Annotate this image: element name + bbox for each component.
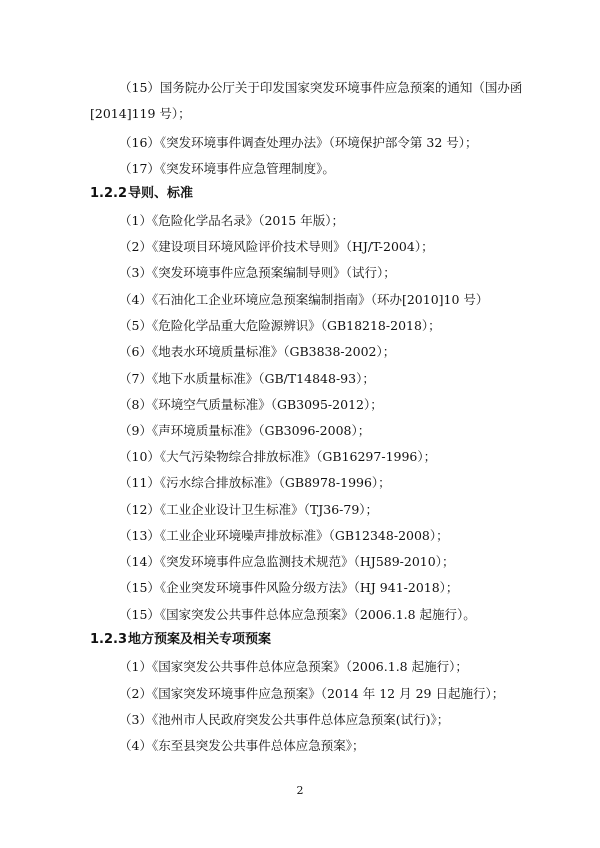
section-number: 1.2.3 [90,632,128,647]
text-line: [2014]119 号）； [90,106,191,121]
section-heading-1-2-2 [90,186,193,202]
text-line: （17）《突发环境事件应急管理制度》。 [119,161,335,176]
list-item: （11）《污水综合排放标准》（GB8978-1996）； [119,475,391,490]
list-item: （2）《国家突发环境事件应急预案》（2014 年 12 月 29 日起施行）； [119,686,505,701]
list-item: （6）《地表水环境质量标准》（GB3838-2002）； [119,344,396,359]
list-item: （15）《国家突发公共事件总体应急预案》（2006.1.8 起施行）。 [119,607,476,622]
list-item: （12）《工业企业设计卫生标准》（TJ36-79）； [119,502,379,517]
list-item: （13）《工业企业环境噪声排放标准》（GB12348-2008）； [119,528,449,543]
list-item: （3）《突发环境事件应急预案编制导则》（试行）； [119,265,396,280]
list-item: （4）《东至县突发公共事件总体应急预案》； [119,738,365,753]
section-title: 地方预案及相关专项预案 [128,632,272,647]
section-title: 导则、标准 [128,186,194,201]
list-item: （9）《声环境质量标准》（GB3096-2008）； [119,423,371,438]
section-heading-1-2-3 [90,632,271,648]
list-item: （10）《大气污染物综合排放标准》（GB16297-1996）； [119,449,437,464]
list-item: （1）《危险化学品名录》（2015 年版）； [119,213,344,228]
page-number: 2 [296,784,304,797]
list-item: （7）《地下水质量标准》（GB/T14848-93）； [119,371,375,386]
list-item: （1）《国家突发公共事件总体应急预案》（2006.1.8 起施行）； [119,659,468,674]
list-item: （8）《环境空气质量标准》（GB3095-2012）； [119,397,383,412]
section-number: 1.2.2 [90,186,128,201]
list-item: （14）《突发环境事件应急监测技术规范》（HJ589-2010）； [119,554,455,569]
list-item: （5）《危险化学品重大危险源辨识》（GB18218-2018）； [119,318,441,333]
list-item: （3）《池州市人民政府突发公共事件总体应急预案(试行)》； [119,712,450,727]
list-item: （2）《建设项目环境风险评价技术导则》（HJ/T-2004）； [119,239,434,254]
list-item: （15）《企业突发环境事件风险分级方法》（HJ 941-2018）； [119,580,459,595]
list-item: （4）《石油化工企业环境应急预案编制指南》（环办[2010]10 号） [119,292,489,307]
text-line: （15）国务院办公厅关于印发国家突发环境事件应急预案的通知（国办函 [119,80,523,95]
text-line: （16）《突发环境事件调查处理办法》（环境保护部令第 32 号）； [119,135,478,150]
